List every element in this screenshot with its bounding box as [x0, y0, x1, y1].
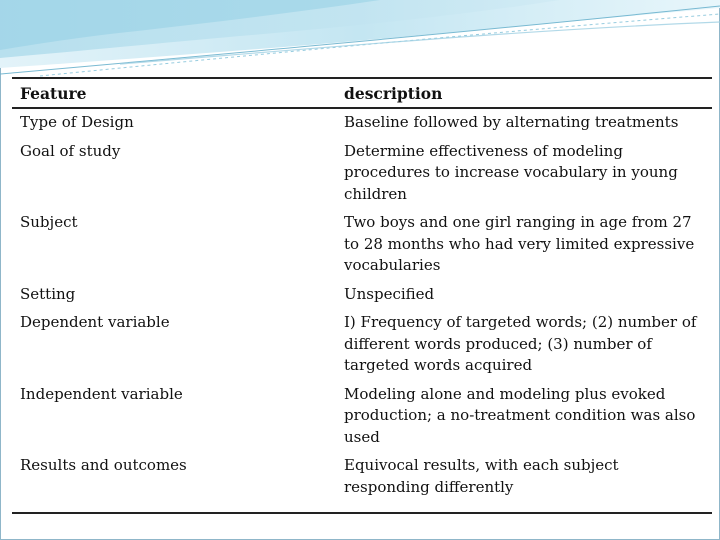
row-feature-cell: Setting: [20, 284, 76, 303]
header-feature: Feature: [20, 83, 87, 103]
row-feature-cell: Results and outcomes: [20, 456, 187, 474]
row-description-cell: Modeling alone and modeling plus evoked production; a no-treatment condition was also used: [344, 384, 696, 446]
row-description-cell: Unspecified: [344, 284, 435, 303]
decorative-banner: [0, 0, 720, 80]
row-description-cell: I) Frequency of targeted words; (2) number of different words produced; (3) number of targeted words acquired: [344, 313, 697, 374]
table-row: [12, 138, 712, 210]
row-feature-cell: Independent variable: [20, 384, 183, 403]
row-feature-cell: Goal of study: [20, 141, 121, 160]
row-description-cell: Baseline followed by alternating treatments: [344, 113, 679, 131]
table-row: [12, 309, 712, 381]
feature-table-container: [12, 77, 712, 514]
row-feature-cell: Type of Design: [20, 113, 134, 131]
row-feature-cell: Dependent variable: [20, 313, 170, 331]
row-description-cell: Determine effectiveness of modeling procedures to increase vocabulary in young children: [344, 141, 678, 203]
table-row: [12, 281, 712, 310]
table-row: [12, 209, 712, 281]
table-row: [12, 452, 712, 513]
table-row: [12, 381, 712, 453]
row-description-cell: Two boys and one girl ranging in age from 27 to 28 months who had very limited expressive vocabularies: [344, 213, 695, 274]
header-description: description: [344, 83, 443, 103]
row-feature-cell: Subject: [20, 213, 78, 231]
row-description-cell: Equivocal results, with each subject responding differently: [344, 456, 619, 496]
feature-table: [12, 77, 712, 514]
table-header-row: [12, 78, 712, 108]
table-row: [12, 108, 712, 138]
